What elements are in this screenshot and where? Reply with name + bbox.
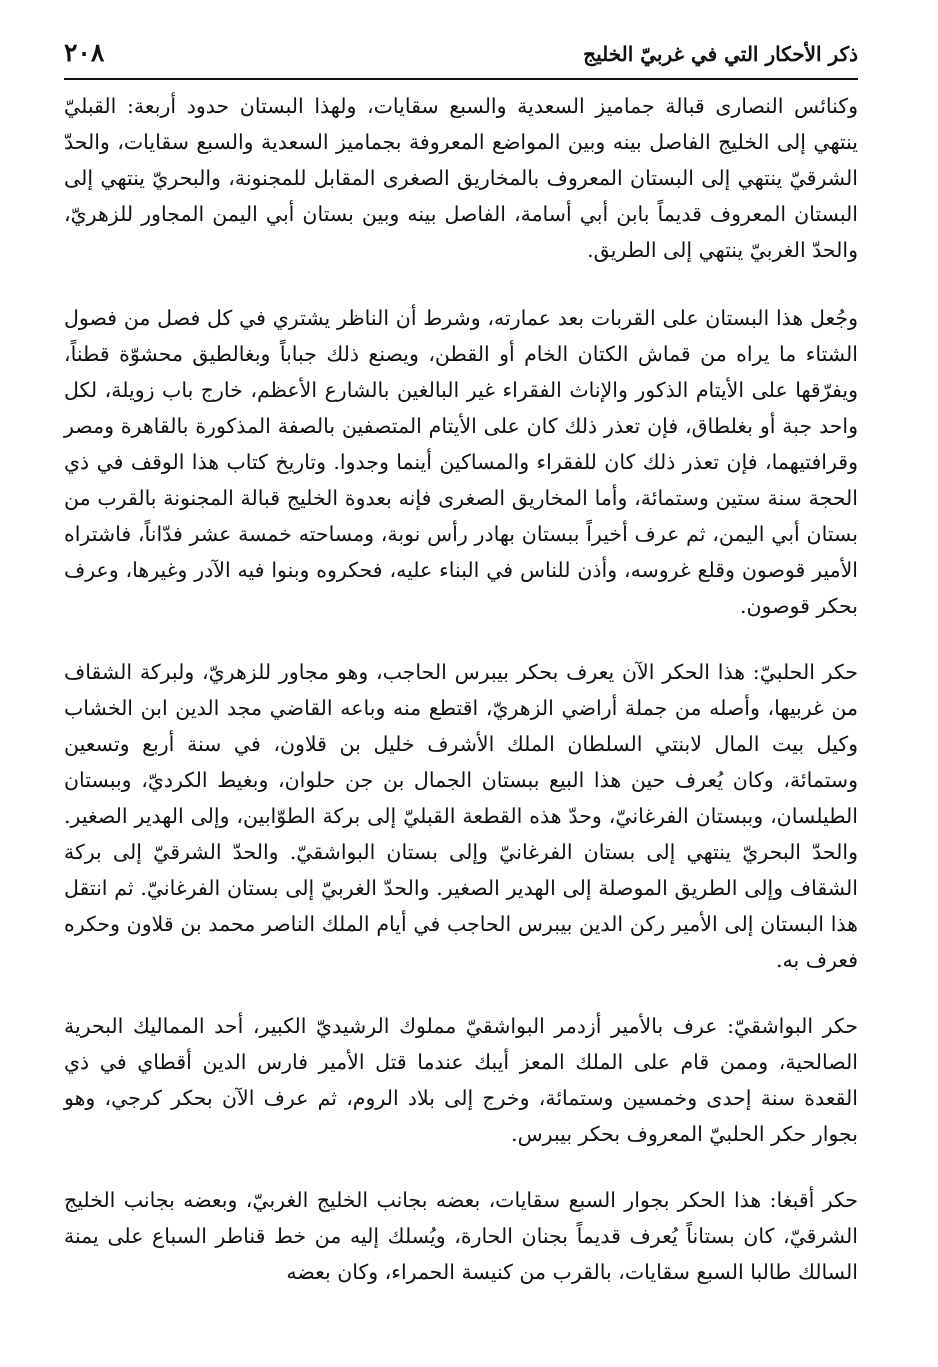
running-title: ذكر الأحكار التي في غربيّ الخليج xyxy=(583,42,858,66)
paragraph-waqf-conditions: وجُعل هذا البستان على القربات بعد عمارته، وشرط أن الناظر يشتري في كل فصل من فصول الشتاء ما يراه من قماش الكتان الخام أو القطن، ويصنع ذلك جباباً وبغالطيق محشوّة قطناً، ويفرّقها على الأيتام الذكور والإناث الفقراء غير البالغين بالشارع الأعظم، خارج باب زويلة، لكل واحد جبة أو بغلطاق، فإن تعذر ذلك كان على الأيتام المتصفين بالصفة المذكورة بالقاهرة ومصر وقرافتيهما، فإن تعذر ذلك كان للفقراء والمساكين أينما وجدوا. وتاريخ كتاب هذا الوقف في ذي الحجة سنة ستين وستمائة، وأما المخاريق الصغرى فإنه بعدوة الخليج قبالة المجنونة بالقرب من بستان أبي اليمن، ثم عرف أخيراً ببستان بهادر رأس نوبة، ومساحته خمسة عشر فدّاناً، فاشتراه الأمير قوصون وقلع غروسه، وأذن للناس في البناء عليه، فحكروه وبنوا فيه الآدر وغيرها، وعرف بحكر قوصون. xyxy=(64,306,858,618)
book-page xyxy=(64,38,858,1290)
page-header xyxy=(64,38,858,80)
body-text xyxy=(64,88,858,1290)
paragraph-hikr-al-halabi: حكر الحلبيّ: هذا الحكر الآن يعرف بحكر بيبرس الحاجب، وهو مجاور للزهريّ، ولبركة الشقاف من غربيها، وأصله من جملة أراضي الزهريّ، اقتطع منه وباعه القاضي مجد الدين ابن الخشاب وكيل بيت المال لابنتي السلطان الملك الأشرف خليل بن قلاون، في سنة أربع وتسعين وستمائة، وكان يُعرف حين هذا البيع ببستان الجمال بن جن حلوان، وبغيط الكرديّ، وببستان الطيلسان، وببستان الفرغانيّ، وحدّ هذه القطعة القبليّ إلى بركة الطوّابين، وإلى الهدير الصغير. والحدّ البحريّ ينتهي إلى بستان الفرغانيّ وإلى بستان البواشقيّ. والحدّ الشرقيّ إلى بركة الشقاف وإلى الطريق الموصلة إلى الهدير الصغير. والحدّ الغربيّ إلى بستان الفرغانيّ. ثم انتقل هذا البستان إلى الأمير ركن الدين بيبرس الحاجب في أيام الملك الناصر محمد بن قلاون وحكره فعرف به. xyxy=(64,660,858,972)
page-number: ٢٠٨ xyxy=(64,38,105,67)
paragraph-hikr-aqbugha: حكر أقبغا: هذا الحكر بجوار السبع سقايات، بعضه بجانب الخليج الغربيّ، وبعضه بجانب الخليج الشرقيّ، كان بستاناً يُعرف قديماً بجنان الحارة، ويُسلك إليه من خط قناطر السباع على يمنة السالك طالبا السبع سقايات، بالقرب من كنيسة الحمراء، وكان بعضه xyxy=(64,1188,858,1284)
paragraph-bustan-boundaries: وكنائس النصارى قبالة جماميز السعدية والسبع سقايات، ولهذا البستان حدود أربعة: القبليّ ينتهي إلى الخليج الفاصل بينه وبين المواضع المعروفة بجماميز السعدية والسبع سقايات، والحدّ الشرقيّ ينتهي إلى البستان المعروف بالمخاريق الصغرى المقابل للمجنونة، والبحريّ ينتهي إلى البستان المعروف قديماً بابن أبي أسامة، الفاصل بينه وبين بستان أبي اليمن المجاور للزهريّ، والحدّ الغربيّ ينتهي إلى الطريق. xyxy=(64,94,858,262)
paragraph-hikr-al-bawashqi: حكر البواشقيّ: عرف بالأمير أزدمر البواشقيّ مملوك الرشيديّ الكبير، أحد المماليك البحرية الصالحية، وممن قام على الملك المعز أيبك عندما قتل الأمير فارس الدين أقطاي في ذي القعدة سنة إحدى وخمسين وستمائة، وخرج إلى بلاد الروم، ثم عرف الآن بحكر كرجي، وهو بجوار حكر الحلبيّ المعروف بحكر بيبرس. xyxy=(64,1014,858,1146)
